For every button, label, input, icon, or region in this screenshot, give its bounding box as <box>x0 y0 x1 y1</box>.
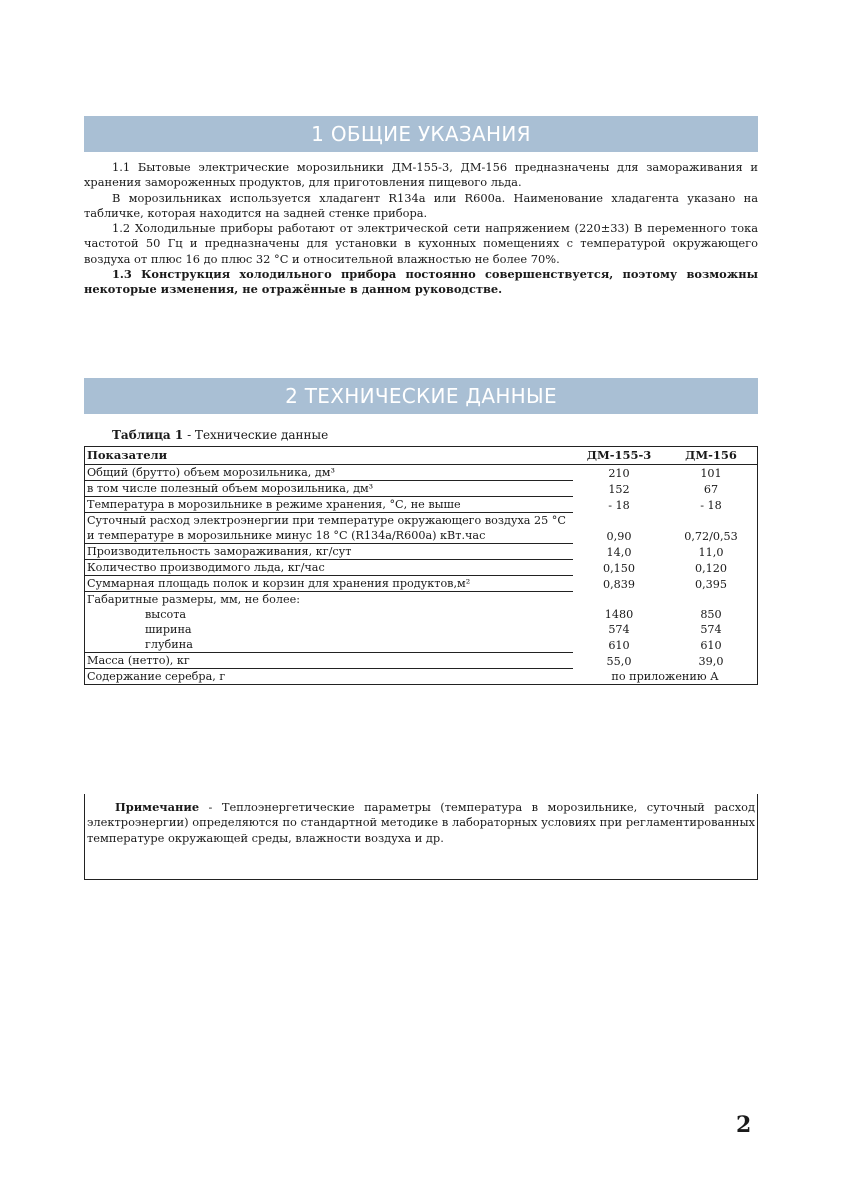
table-row <box>85 544 758 560</box>
row-value-dm-155-3: 0,90 <box>606 529 632 543</box>
section-1-header: 1 ОБЩИЕ УКАЗАНИЯ <box>84 116 758 152</box>
paragraph-1-3: 1.3 Конструкция холодильного прибора постоянно совершенствуется, поэтому возможны некоторые изменения, не отражённые в данном руководстве. <box>84 267 758 297</box>
paragraph-1-1: 1.1 Бытовые электрические морозильники ДМ-155-3, ДМ-156 предназначены для замораживания и хранения замороженных продуктов, для приготовления пищевого льда. <box>84 160 758 190</box>
row-value-dm-155-3: 14,0 <box>606 545 632 559</box>
paragraph-1-2: 1.2 Холодильные приборы работают от электрической сети напряжением (220±33) В переменного тока частотой 50 Гц и предназначены для установки в кухонных помещениях с температурой окружающего воздуха от плюс 16 до плюс 32 °С и относительной влажностью не более 70%. <box>84 221 758 266</box>
row-value-dm-156: 0,120 <box>694 561 728 575</box>
row-value-dm-155-3: 210 <box>608 466 630 480</box>
section-2-header: 2 ТЕХНИЧЕСКИЕ ДАННЫЕ <box>84 378 758 414</box>
row-param: Производительность замораживания, кг/сут <box>85 544 574 560</box>
row-value-dm-156: - 18 <box>700 498 722 512</box>
row-value-dm-156: 67 <box>703 482 719 496</box>
table-row <box>85 560 758 576</box>
row-value-dm-156: 101 <box>700 466 722 480</box>
table-row <box>85 481 758 497</box>
row-value-dm-155-3: - 18 <box>608 498 630 512</box>
table-row <box>85 513 758 544</box>
dimension-height-dm-156: 850 <box>700 608 722 621</box>
technical-data-table <box>84 446 758 685</box>
row-param: Суточный расход электроэнергии при температуре окружающего воздуха 25 °С и температуре в морозильнике минус 18 °С (R134a/R600a) кВт.час <box>85 513 574 544</box>
silver-label: Содержание серебра, г <box>85 669 574 685</box>
mass-dm-155-3: 55,0 <box>606 654 632 668</box>
note-text: - Теплоэнергетические параметры (температура в морозильнике, суточный расход электроэнергии) определяются по стандартной методике в лабораторных условиях при регламентированных температуре окружающей среды, влажности воздуха и др. <box>87 800 755 845</box>
table-header-row <box>85 447 758 465</box>
table-caption-label: Таблица 1 <box>112 428 184 442</box>
page-number: 2 <box>736 1112 752 1138</box>
row-param: Количество производимого льда, кг/час <box>85 560 574 576</box>
row-param: в том числе полезный объем морозильника, дм³ <box>85 481 574 497</box>
row-param: Общий (брутто) объем морозильника, дм³ <box>85 465 574 481</box>
dimension-width-dm-156: 574 <box>700 623 722 636</box>
table-row <box>85 653 758 669</box>
note-label: Примечание <box>115 800 200 814</box>
table-row <box>85 576 758 592</box>
table-caption <box>112 428 328 442</box>
dimension-height-dm-155-3: 1480 <box>604 608 634 621</box>
note-paragraph <box>87 794 755 846</box>
table-row <box>85 607 758 622</box>
header-parameter: Показатели <box>85 447 574 465</box>
paragraph-refrigerant: В морозильниках используется хладагент R134a или R600a. Наименование хладагента указано на табличке, которая находится на задней стенке прибора. <box>84 190 758 220</box>
table-caption-text: - Технические данные <box>183 428 329 442</box>
dimension-height-label: высота <box>145 608 187 621</box>
dimension-depth-label: глубина <box>85 637 574 653</box>
table-row-dimensions-label <box>85 592 758 608</box>
row-value-dm-156: 0,72/0,53 <box>684 529 738 543</box>
header-dm-155-3: ДМ-155-3 <box>573 447 665 465</box>
row-value-dm-155-3: 152 <box>608 482 630 496</box>
row-value-dm-155-3: 0,839 <box>602 577 636 591</box>
silver-value: по приложению А <box>611 670 719 683</box>
row-value-dm-156: 11,0 <box>698 545 724 559</box>
mass-label: Масса (нетто), кг <box>85 653 574 669</box>
dimension-width-dm-155-3: 574 <box>608 623 630 636</box>
row-value-dm-156: 0,395 <box>694 577 728 591</box>
dimension-depth-dm-156: 610 <box>700 638 722 652</box>
table-row <box>85 465 758 481</box>
dimension-width-label: ширина <box>145 623 192 636</box>
table-row <box>85 622 758 637</box>
table-row <box>85 637 758 653</box>
dimension-depth-dm-155-3: 610 <box>608 638 630 652</box>
mass-dm-156: 39,0 <box>698 654 724 668</box>
row-value-dm-155-3: 0,150 <box>602 561 636 575</box>
table-row <box>85 497 758 513</box>
row-param: Температура в морозильнике в режиме хранения, °С, не выше <box>85 497 574 513</box>
header-dm-156: ДМ-156 <box>665 447 758 465</box>
row-param: Суммарная площадь полок и корзин для хранения продуктов,м² <box>85 576 574 592</box>
note-block <box>84 794 758 880</box>
general-instructions-text <box>84 160 758 298</box>
table-row <box>85 669 758 685</box>
dimensions-label: Габаритные размеры, мм, не более: <box>87 593 300 606</box>
